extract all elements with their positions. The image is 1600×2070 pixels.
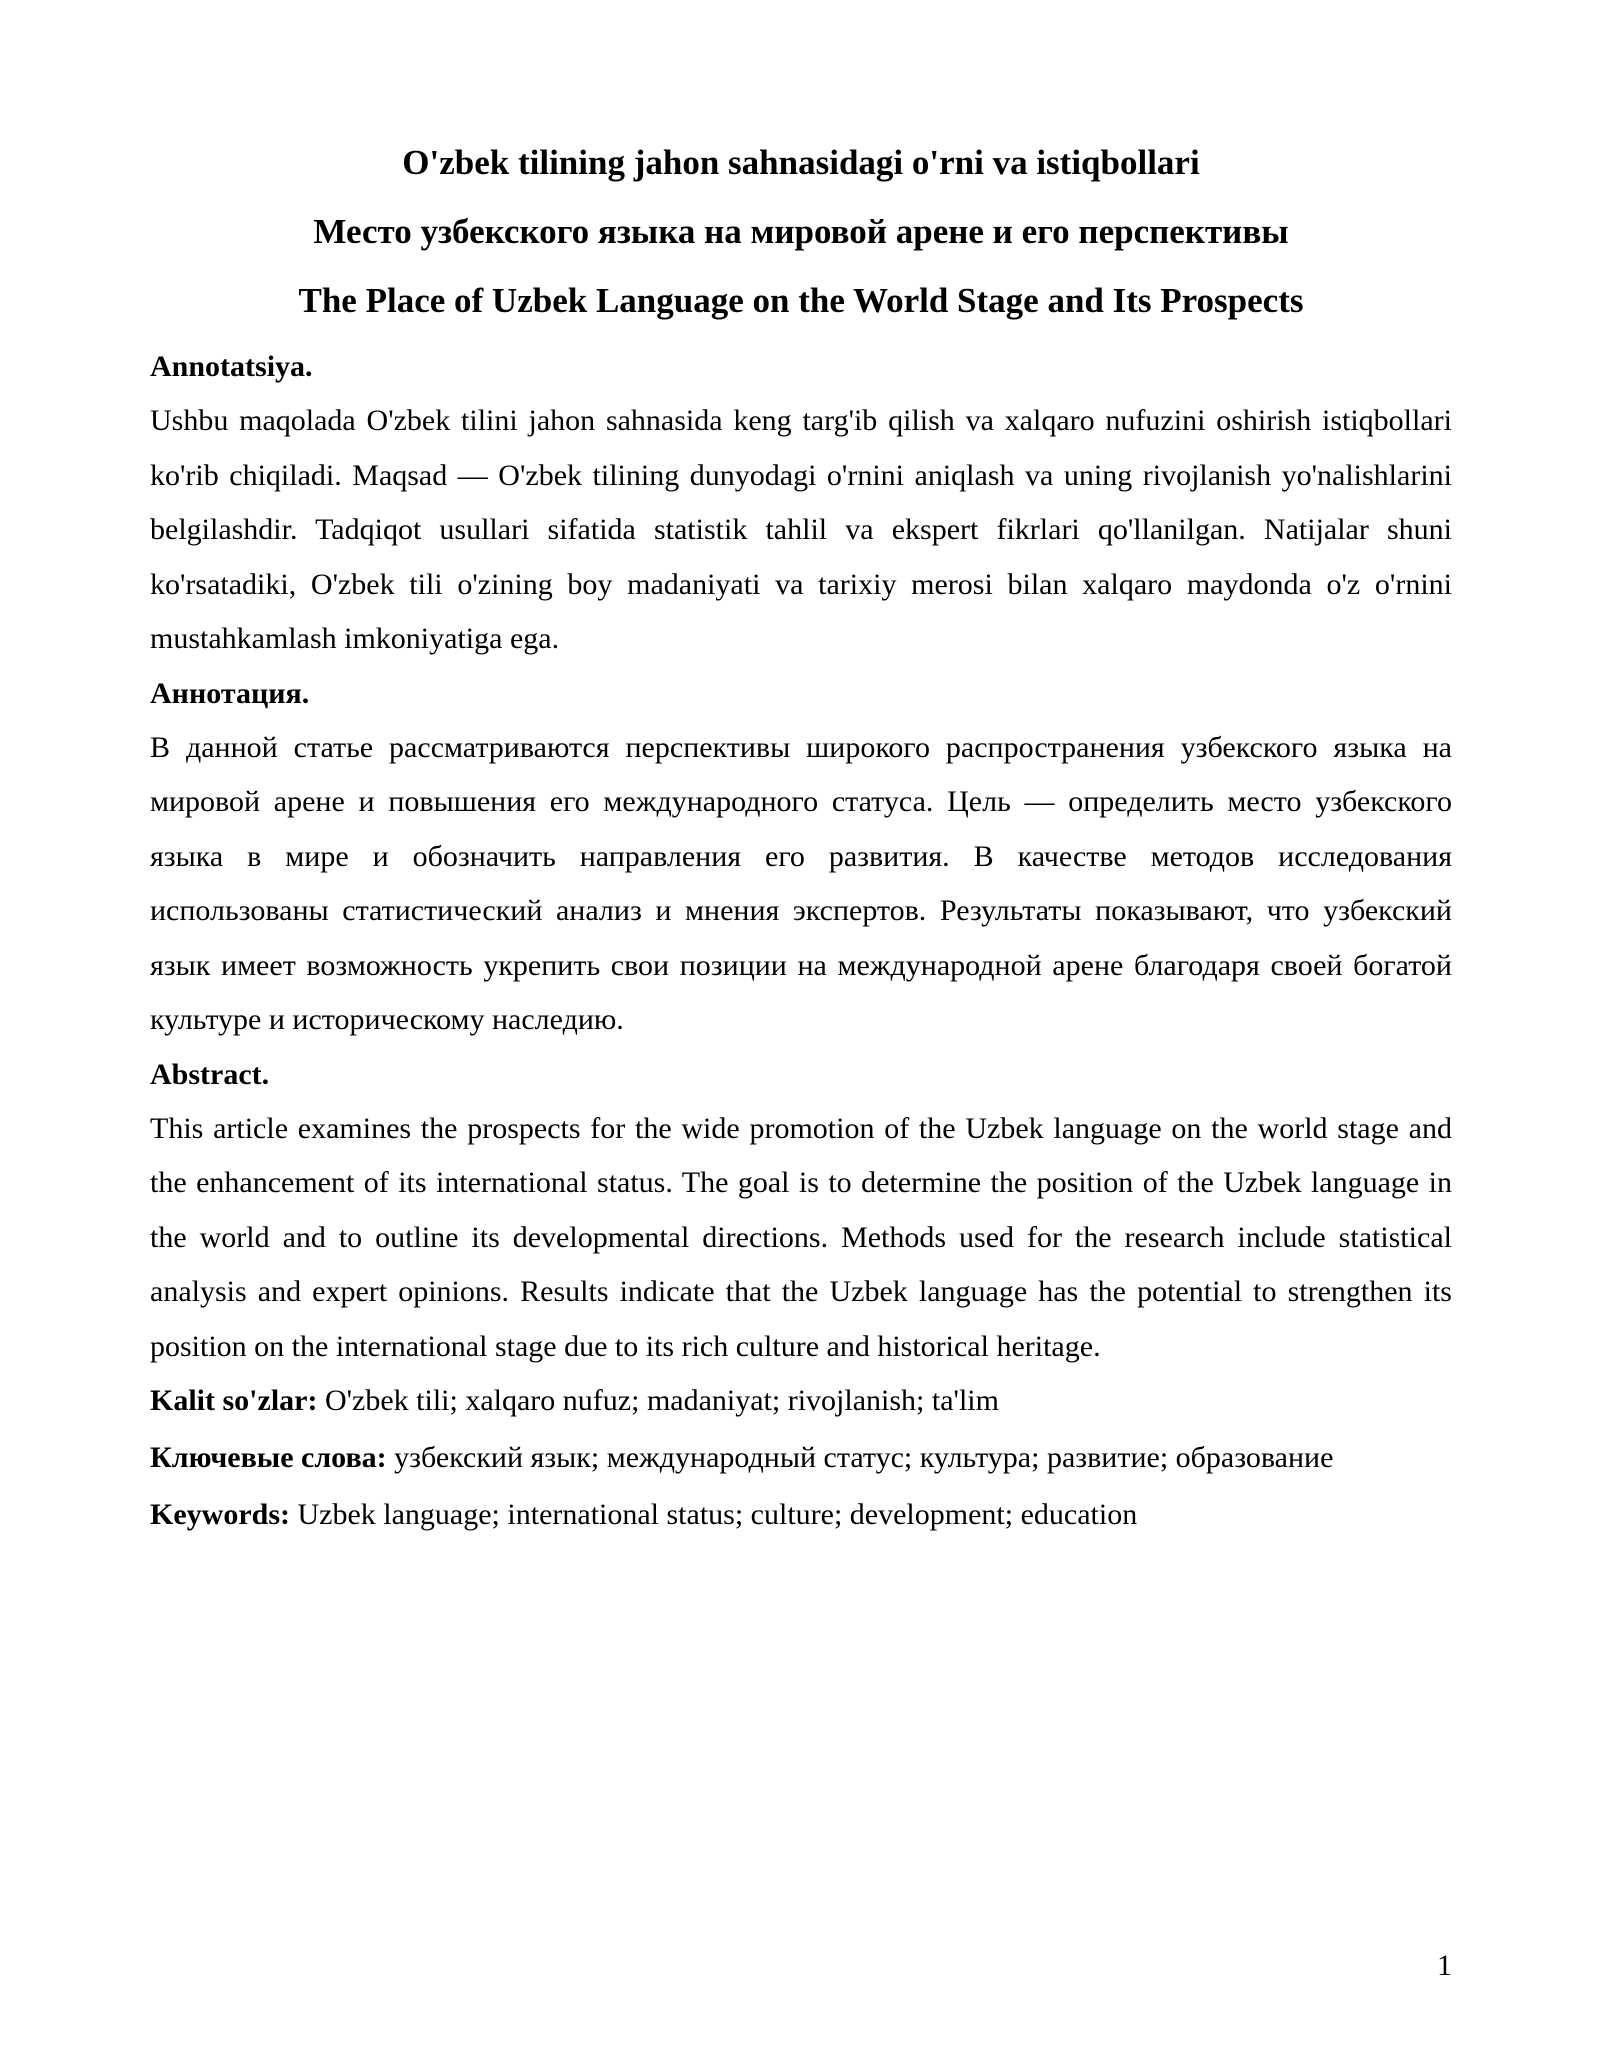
abstract-text-english: This article examines the prospects for the wide promotion of the Uzbek language on the world stage and the enhancement of its international status. The goal is to determine the position of the Uzbek language in the world and to outline its developmental directions. Methods used for the research include statistical analysis and expert opinions. Results indicate that the Uzbek language has the potential to strengthen its position on the international stage due to its rich culture and historical heritage. — [150, 1111, 1452, 1363]
title-uzbek: O'zbek tilining jahon sahnasidagi o'rni va istiqbollari — [402, 143, 1200, 182]
abstract-heading-english: Abstract. — [150, 1057, 270, 1091]
keywords-uzbek — [150, 1381, 1452, 1421]
abstract-text-russian: В данной статье рассматриваются перспективы широкого распространения узбекского языка на мировой арене и повышения его международного статуса. Цель — определить место узбекского языка в мире и обозначить направления его развития. В качестве методов исследования использованы статистический анализ и мнения экспертов. Результаты показывают, что узбекский язык имеет возможность укрепить свои позиции на международной арене благодаря своей богатой культуре и историческому наследию. — [150, 730, 1452, 1036]
page-number: 1 — [1437, 1949, 1452, 1982]
keywords-text-uzbek: O'zbek tili; xalqaro nufuz; madaniyat; rivojlanish; ta'lim — [317, 1384, 999, 1417]
abstract-heading-russian: Аннотация. — [150, 676, 310, 710]
keywords-text-english: Uzbek language; international status; culture; development; education — [289, 1498, 1138, 1531]
page-content — [150, 142, 1452, 1552]
abstract-text-uzbek: Ushbu maqolada O'zbek tilini jahon sahnasida keng targ'ib qilish va xalqaro nufuzini oshirish istiqbollari ko'rib chiqiladi. Maqsad — O'zbek tilining dunyodagi o'rnini aniqlash va uning rivojlanish yo'nalishlarini belgilashdir. Tadqiqot usullari sifatida statistik tahlil va ekspert fikrlari qo'llanilgan. Natijalar shuni ko'rsatadiki, O'zbek tili o'zining boy madaniyati va tarixiy merosi bilan xalqaro maydonda o'z o'rnini mustahkamlash imkoniyatiga ega. — [150, 404, 1452, 655]
keywords-label-uzbek: Kalit so'zlar: — [150, 1384, 318, 1417]
keywords-label-russian: Ключевые слова: — [150, 1441, 387, 1474]
title-english: The Place of Uzbek Language on the World Stage and Its Prospects — [298, 281, 1304, 320]
keywords-text-russian: узбекский язык; международный статус; культура; развитие; образование — [386, 1441, 1334, 1474]
title-russian: Место узбекского языка на мировой арене и его перспективы — [313, 212, 1289, 251]
abstract-heading-uzbek: Annotatsiya. — [150, 350, 313, 383]
keywords-english — [150, 1495, 1452, 1535]
keywords-label-english: Keywords: — [150, 1498, 290, 1531]
keywords-russian — [150, 1438, 1452, 1478]
